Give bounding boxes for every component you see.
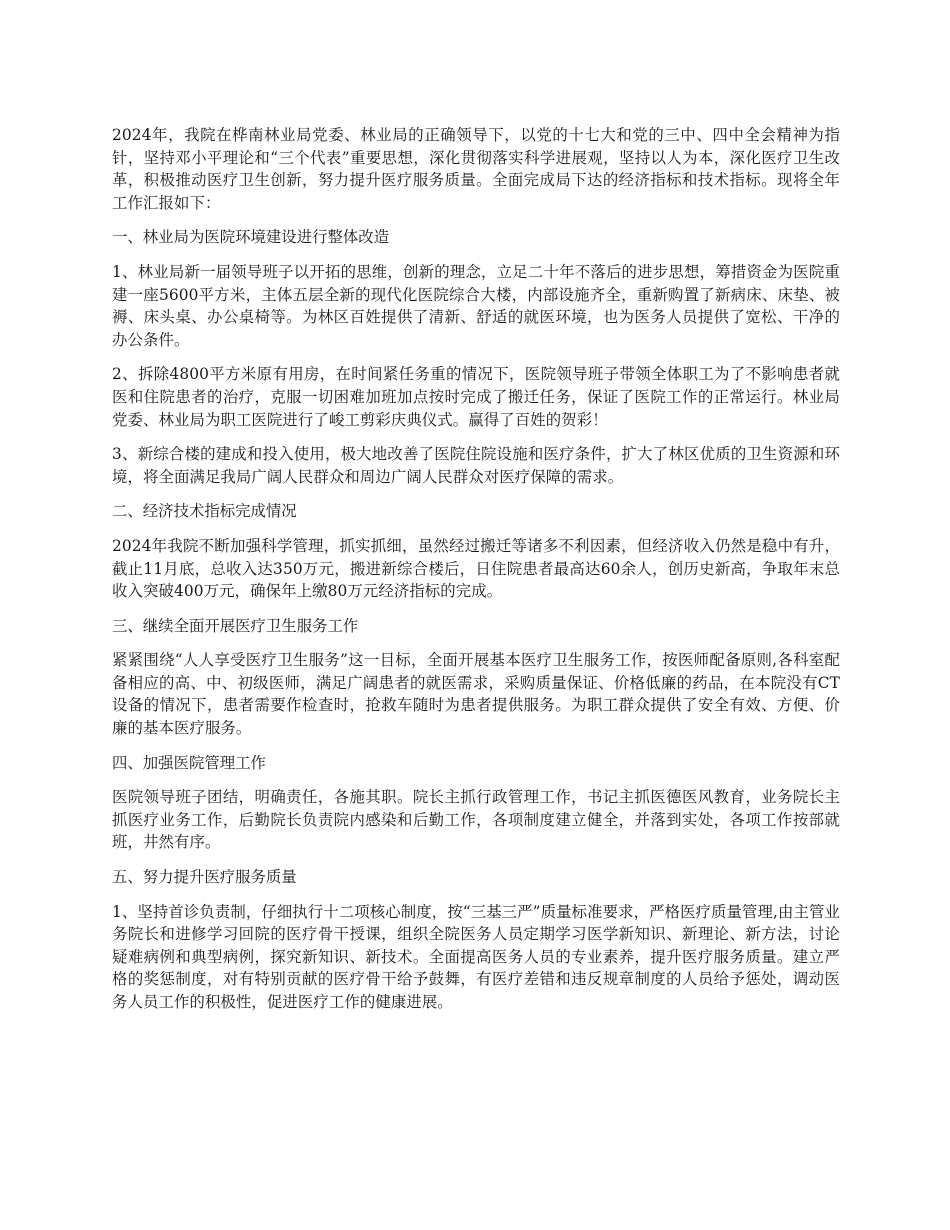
section-2-paragraph-1: 2024年我院不断加强科学管理，抓实抓细，虽然经过搬迁等诸多不利因素，但经济收入仍然是稳中有升，截止11月底，总收入达350万元，搬进新综合楼后，日住院患者最高达60余人，创历史新高，争取年末总收入突破400万元，确保年上缴80万元经济指标的完成。 <box>112 536 840 601</box>
section-4-paragraph-1: 医院领导班子团结，明确责任，各施其职。院长主抓行政管理工作，书记主抓医德医风教育，业务院长主抓医疗业务工作，后勤院长负责院内感染和后勤工作，各项制度建立健全，并落到实处，各项工作按部就班，井然有序。 <box>112 788 840 852</box>
section-4-heading: 四、加强医院管理工作 <box>112 753 266 772</box>
section-5-heading: 五、努力提升医疗服务质量 <box>112 868 297 887</box>
section-1-paragraph-2: 2、拆除4800平方米原有用房，在时间紧任务重的情况下，医院领导班子带领全体职工为了不影响患者就医和住院患者的治疗，克服一切困难加班加点按时完成了搬迁任务，保证了医院工作的正常运行。林业局党委、林业局为职工医院进行了峻工剪彩庆典仪式。赢得了百姓的贺彩！ <box>112 365 840 429</box>
section-3-paragraph-1: 紧紧围绕“人人享受医疗卫生服务”这一目标，全面开展基本医疗卫生服务工作，按医师配备原则,各科室配备相应的高、中、初级医师，满足广阔患者的就医需求，采购质量保证、价格低廉的药品，在本院没有CT设备的情况下，患者需要作检查时，抢救车随时为患者提供服务。为职工群众提供了安全有效、方便、价廉的基本医疗服务。 <box>112 651 840 738</box>
section-1-paragraph-3: 3、新综合楼的建成和投入使用，极大地改善了医院住院设施和医疗条件，扩大了林区优质的卫生资源和环境，将全面满足我局广阔人民群众和周边广阔人民群众对医疗保障的需求。 <box>112 445 840 486</box>
section-1-heading: 一、林业局为医院环境建设进行整体改造 <box>112 228 390 247</box>
section-1-paragraph-1: 1、林业局新一届领导班子以开拓的思维，创新的理念，立足二十年不落后的进步思想，筹措资金为医院重建一座5600平方米，主体五层全新的现代化医院综合大楼，内部设施齐全，重新购置了新病床、床垫、被褥、床头桌、办公桌椅等。为林区百姓提供了清新、舒适的就医环境，也为医务人员提供了宽松、干净的办公条件。 <box>112 262 840 349</box>
section-2-heading: 二、经济技术指标完成情况 <box>112 502 297 521</box>
section-5-paragraph-1: 1、坚持首诊负责制，仔细执行十二项核心制度，按“三基三严”质量标准要求，严格医疗质量管理,由主管业务院长和进修学习回院的医疗骨干授课，组织全院医务人员定期学习医学新知识、新理论、新方法，讨论疑难病例和典型病例，探究新知识、新技术。全面提高医务人员的专业素养，提升医疗服务质量。建立严格的奖惩制度，对有特别贡献的医疗骨干给予鼓舞，有医疗差错和违反规章制度的人员给予惩处，调动医务人员工作的积极性，促进医疗工作的健康进展。 <box>112 902 840 1011</box>
section-3-heading: 三、继续全面开展医疗卫生服务工作 <box>112 616 359 635</box>
document-page <box>112 124 840 1026</box>
intro-paragraph: 2024年，我院在桦南林业局党委、林业局的正确领导下，以党的十七大和党的三中、四中全会精神为指针，坚持邓小平理论和“三个代表”重要思想，深化贯彻落实科学进展观，坚持以人为本，深化医疗卫生改革，积极推动医疗卫生创新，努力提升医疗服务质量。全面完成局下达的经济指标和技术指标。现将全年工作汇报如下： <box>112 126 840 212</box>
